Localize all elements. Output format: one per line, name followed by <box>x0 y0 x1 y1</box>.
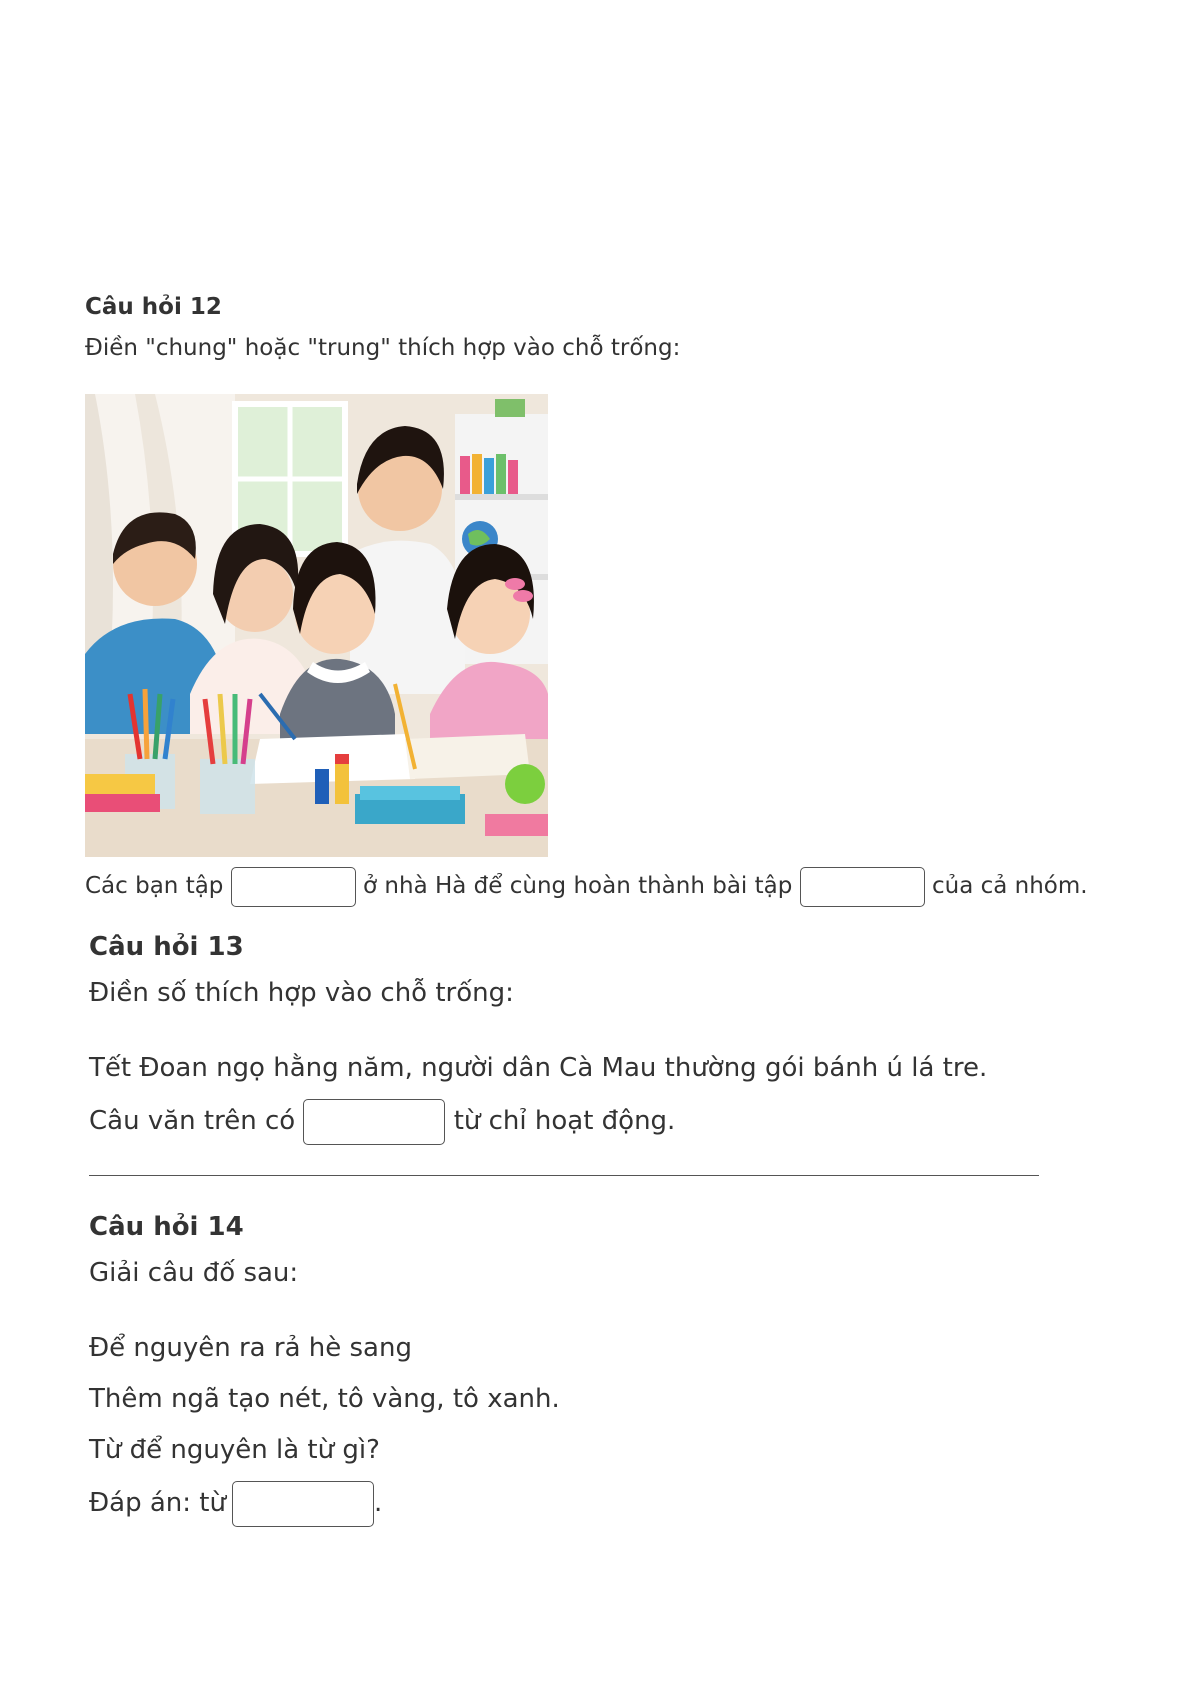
question-instruction: Giải câu đố sau: <box>89 1258 299 1288</box>
answer-prefix: Đáp án: từ <box>89 1488 226 1518</box>
question-title: Câu hỏi 12 <box>85 294 222 320</box>
riddle-line: Từ để nguyên là từ gì? <box>89 1435 380 1465</box>
answer-line <box>89 1480 382 1527</box>
riddle-line: Để nguyên ra rả hè sang <box>89 1333 412 1363</box>
question-instruction: Điền "chung" hoặc "trung" thích hợp vào chỗ trống: <box>85 335 681 361</box>
sentence-part: từ chỉ hoạt động. <box>453 1106 676 1136</box>
question-instruction: Điền số thích hợp vào chỗ trống: <box>89 978 514 1008</box>
answer-blank[interactable] <box>232 1481 374 1527</box>
question-passage: Tết Đoan ngọ hằng năm, người dân Cà Mau thường gói bánh ú lá tre. <box>89 1053 988 1083</box>
question-title: Câu hỏi 13 <box>89 932 244 962</box>
sentence-part: của cả nhóm. <box>931 873 1088 899</box>
answer-blank-2[interactable] <box>800 867 925 907</box>
children-studying-illustration <box>85 394 548 857</box>
divider <box>89 1175 1039 1176</box>
question-title: Câu hỏi 14 <box>89 1212 244 1242</box>
sentence-part: Câu văn trên có <box>89 1106 296 1136</box>
fill-in-sentence <box>85 866 1088 907</box>
answer-blank-1[interactable] <box>231 867 356 907</box>
fill-in-sentence <box>89 1098 675 1145</box>
answer-suffix: . <box>373 1488 383 1518</box>
answer-blank[interactable] <box>303 1099 445 1145</box>
riddle-line: Thêm ngã tạo nét, tô vàng, tô xanh. <box>89 1384 560 1414</box>
sentence-part: ở nhà Hà để cùng hoàn thành bài tập <box>363 873 793 899</box>
sentence-part: Các bạn tập <box>85 873 224 899</box>
